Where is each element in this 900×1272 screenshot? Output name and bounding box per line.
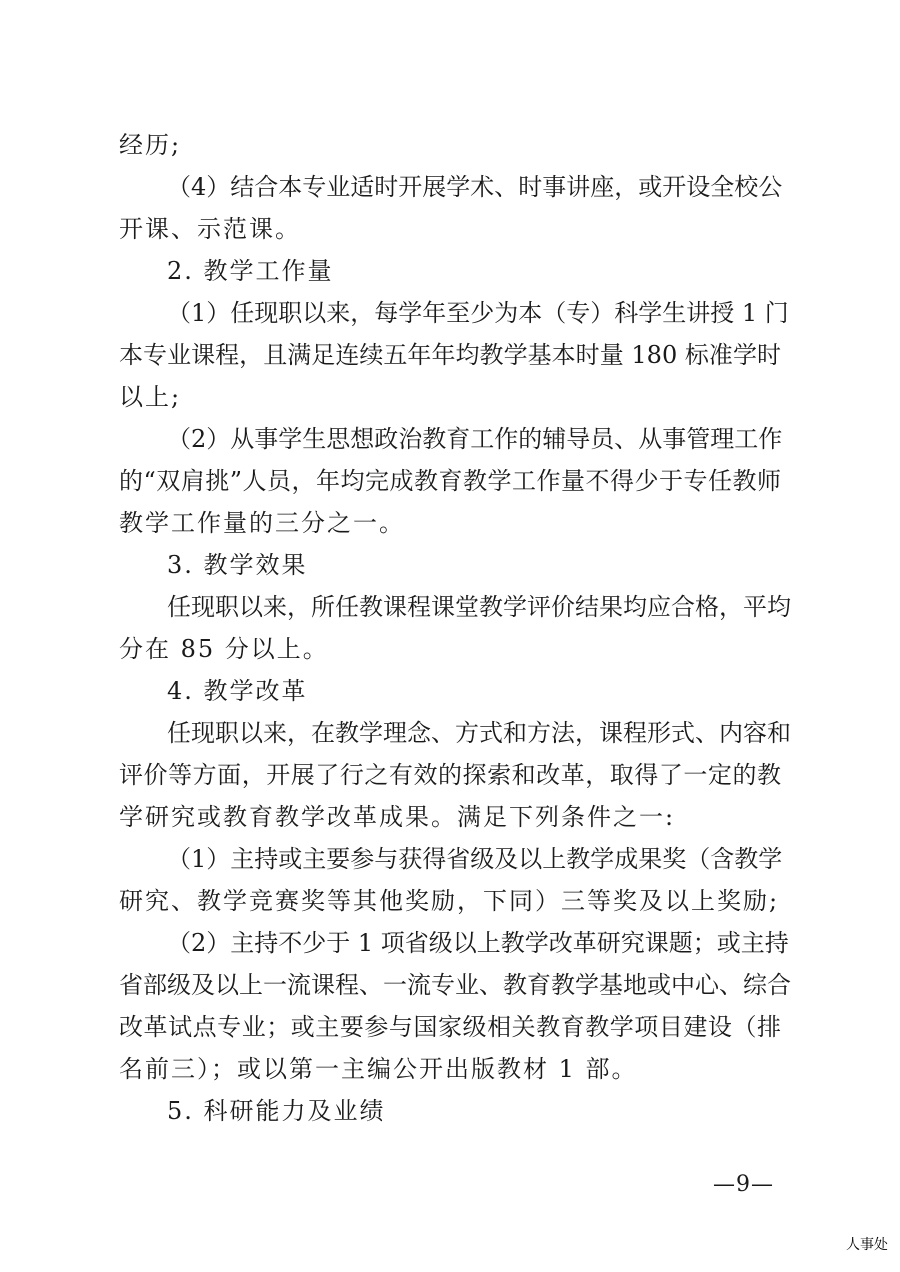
text-line: 4. 教学改革 <box>167 677 308 705</box>
text-line: （4）结合本专业适时开展学术、时事讲座，或开设全校公 <box>167 173 783 201</box>
document-body <box>119 124 791 1132</box>
text-line: 2. 教学工作量 <box>167 257 334 285</box>
text-line: （1）主持或主要参与获得省级及以上教学成果奖（含教学 <box>167 845 783 873</box>
text-line: 名前三）；或以第一主编公开出版教材 1 部。 <box>119 1055 638 1083</box>
text-line: 开课、示范课。 <box>119 215 301 243</box>
text-line: 任现职以来，所任教课程课堂教学评价结果均应合格，平均 <box>167 593 791 621</box>
text-line: 研究、教学竞赛奖等其他奖励，下同）三等奖及以上奖励; <box>119 887 780 915</box>
text-line: 3. 教学效果 <box>167 551 308 579</box>
text-line: （1）任现职以来，每学年至少为本（专）科学生讲授 1 门 <box>167 299 789 327</box>
text-line: （2）从事学生思想政治教育工作的辅导员、从事管理工作 <box>167 425 783 453</box>
text-line: 分在 85 分以上。 <box>119 635 329 663</box>
text-line: 的“双肩挑”人员，年均完成教育教学工作量不得少于专任教师 <box>119 467 781 495</box>
text-line: 评价等方面，开展了行之有效的探索和改革，取得了一定的教 <box>119 761 781 789</box>
department-watermark: 人事处 <box>846 1237 888 1253</box>
text-line: 省部级及以上一流课程、一流专业、教育教学基地或中心、综合 <box>119 971 791 999</box>
text-line: 本专业课程，且满足连续五年年均教学基本时量 180 标准学时 <box>119 341 781 369</box>
text-line: 5. 科研能力及业绩 <box>167 1097 386 1125</box>
text-line: 经历; <box>119 131 182 159</box>
text-line: 学研究或教育教学改革成果。满足下列条件之一: <box>119 803 676 831</box>
text-line: 任现职以来，在教学理念、方式和方法，课程形式、内容和 <box>167 719 791 747</box>
text-line: （2）主持不少于 1 项省级以上教学改革研究课题；或主持 <box>167 929 789 957</box>
text-line: 以上; <box>119 383 182 411</box>
text-line: 教学工作量的三分之一。 <box>119 509 405 537</box>
page-number: —9— <box>713 1172 774 1197</box>
text-line: 改革试点专业；或主要参与国家级相关教育教学项目建设（排 <box>119 1013 781 1041</box>
